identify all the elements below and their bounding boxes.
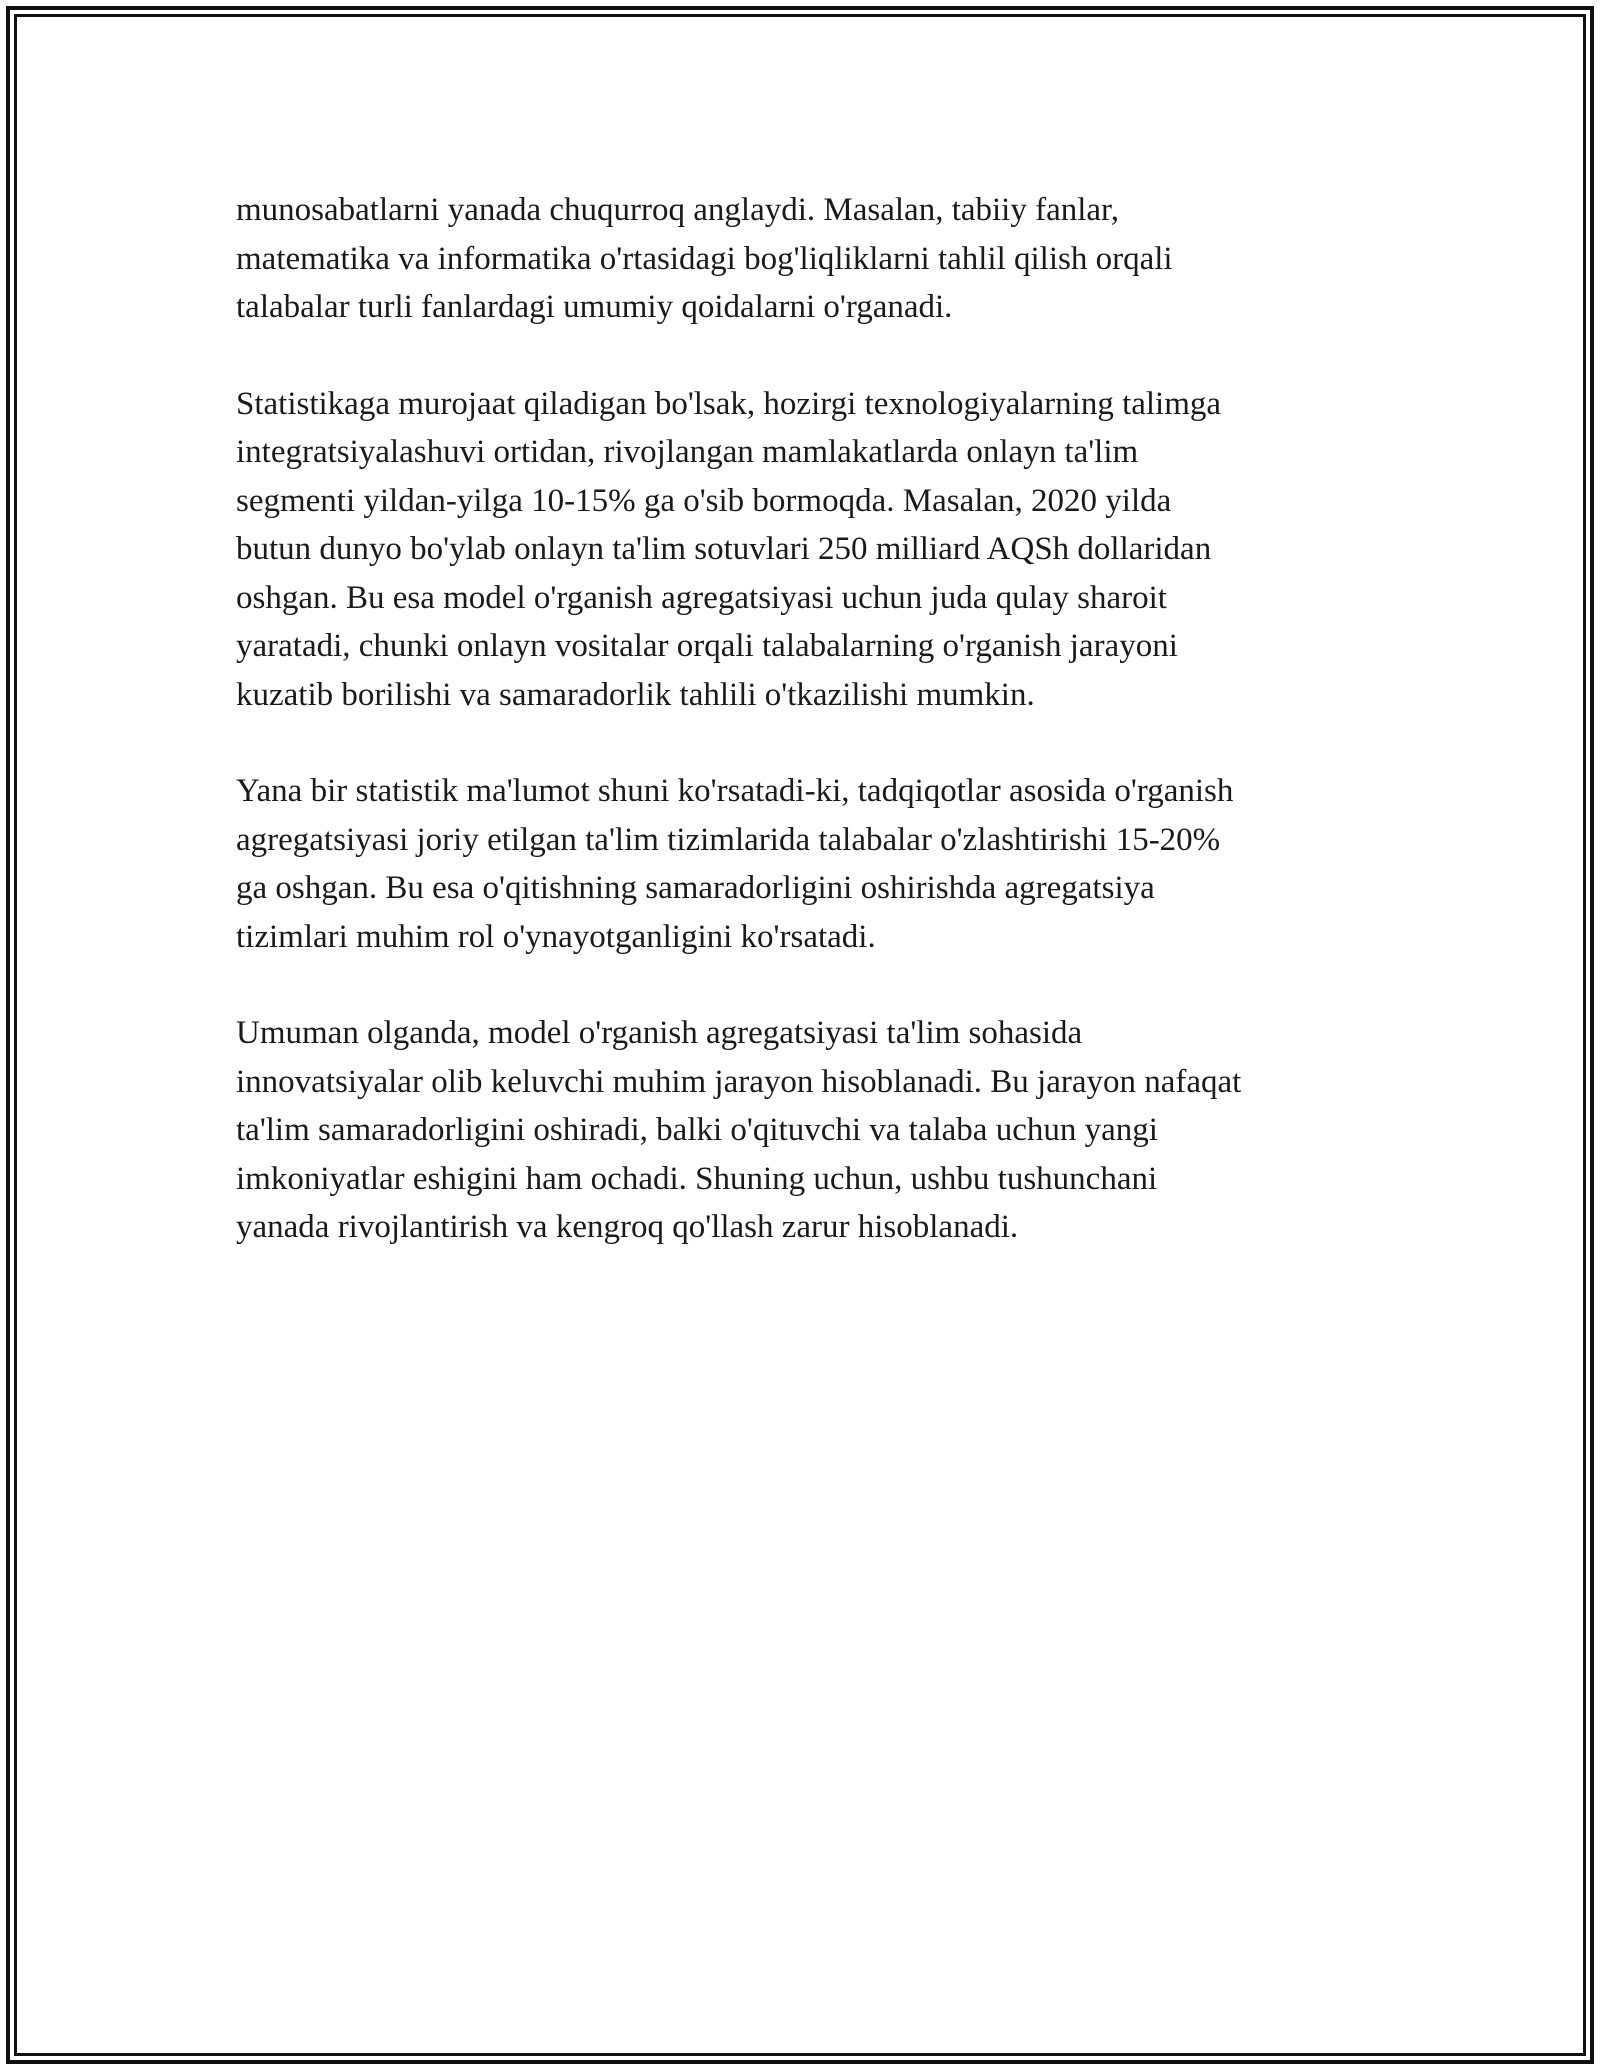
text-line: munosabatlarni yanada chuqurroq anglaydi. Masalan, tabiiy fanlar, (236, 192, 1119, 228)
text-line: tizimlari muhim rol o'ynayotganligini ko'rsatadi. (236, 918, 876, 955)
text-line: segmenti yildan-yilga 10-15% ga o'sib bormoqda. Masalan, 2020 yilda (236, 482, 1172, 519)
paragraph-3 (236, 767, 1366, 961)
paragraph-2 (236, 380, 1366, 720)
text-line: agregatsiyasi joriy etilgan ta'lim tizimlarida talabalar o'zlashtirishi 15-20% (236, 821, 1221, 858)
text-line: butun dunyo bo'ylab onlayn ta'lim sotuvlari 250 milliard AQSh dollaridan (236, 531, 1212, 567)
text-line: imkoniyatlar eshigini ham ochadi. Shuning uchun, ushbu tushunchani (236, 1160, 1158, 1197)
paragraph-4 (236, 1009, 1366, 1252)
text-line: ga oshgan. Bu esa o'qitishning samaradorligini oshirishda agregatsiya (236, 870, 1155, 906)
text-line: Yana bir statistik ma'lumot shuni ko'rsatadi-ki, tadqiqotlar asosida o'rganish (236, 773, 1234, 809)
text-line: talabalar turli fanlardagi umumiy qoidalarni o'rganadi. (236, 289, 953, 325)
text-line: yaratadi, chunki onlayn vositalar orqali talabalarning o'rganish jarayoni (236, 628, 1178, 664)
text-line: kuzatib borilishi va samaradorlik tahlili o'tkazilishi mumkin. (236, 676, 1035, 713)
text-line: yanada rivojlantirish va kengroq qo'llash zarur hisoblanadi. (236, 1209, 1019, 1245)
text-line: ta'lim samaradorligini oshiradi, balki o'qituvchi va talaba uchun yangi (236, 1112, 1158, 1148)
text-line: Statistikaga murojaat qiladigan bo'lsak, hozirgi texnologiyalarning talimga (236, 385, 1222, 422)
text-line: oshgan. Bu esa model o'rganish agregatsiyasi uchun juda qulay sharoit (236, 579, 1167, 616)
text-line: matematika va informatika o'rtasidagi bog'liqliklarni tahlil qilish orqali (236, 240, 1173, 277)
text-line: integratsiyalashuvi ortidan, rivojlangan mamlakatlarda onlayn ta'lim (236, 434, 1139, 470)
text-line: Umuman olganda, model o'rganish agregatsiyasi ta'lim sohasida (236, 1015, 1083, 1051)
paragraph-1 (236, 186, 1366, 332)
text-line: innovatsiyalar olib keluvchi muhim jarayon hisoblanadi. Bu jarayon nafaqat (236, 1063, 1242, 1100)
document-body (236, 186, 1366, 1300)
